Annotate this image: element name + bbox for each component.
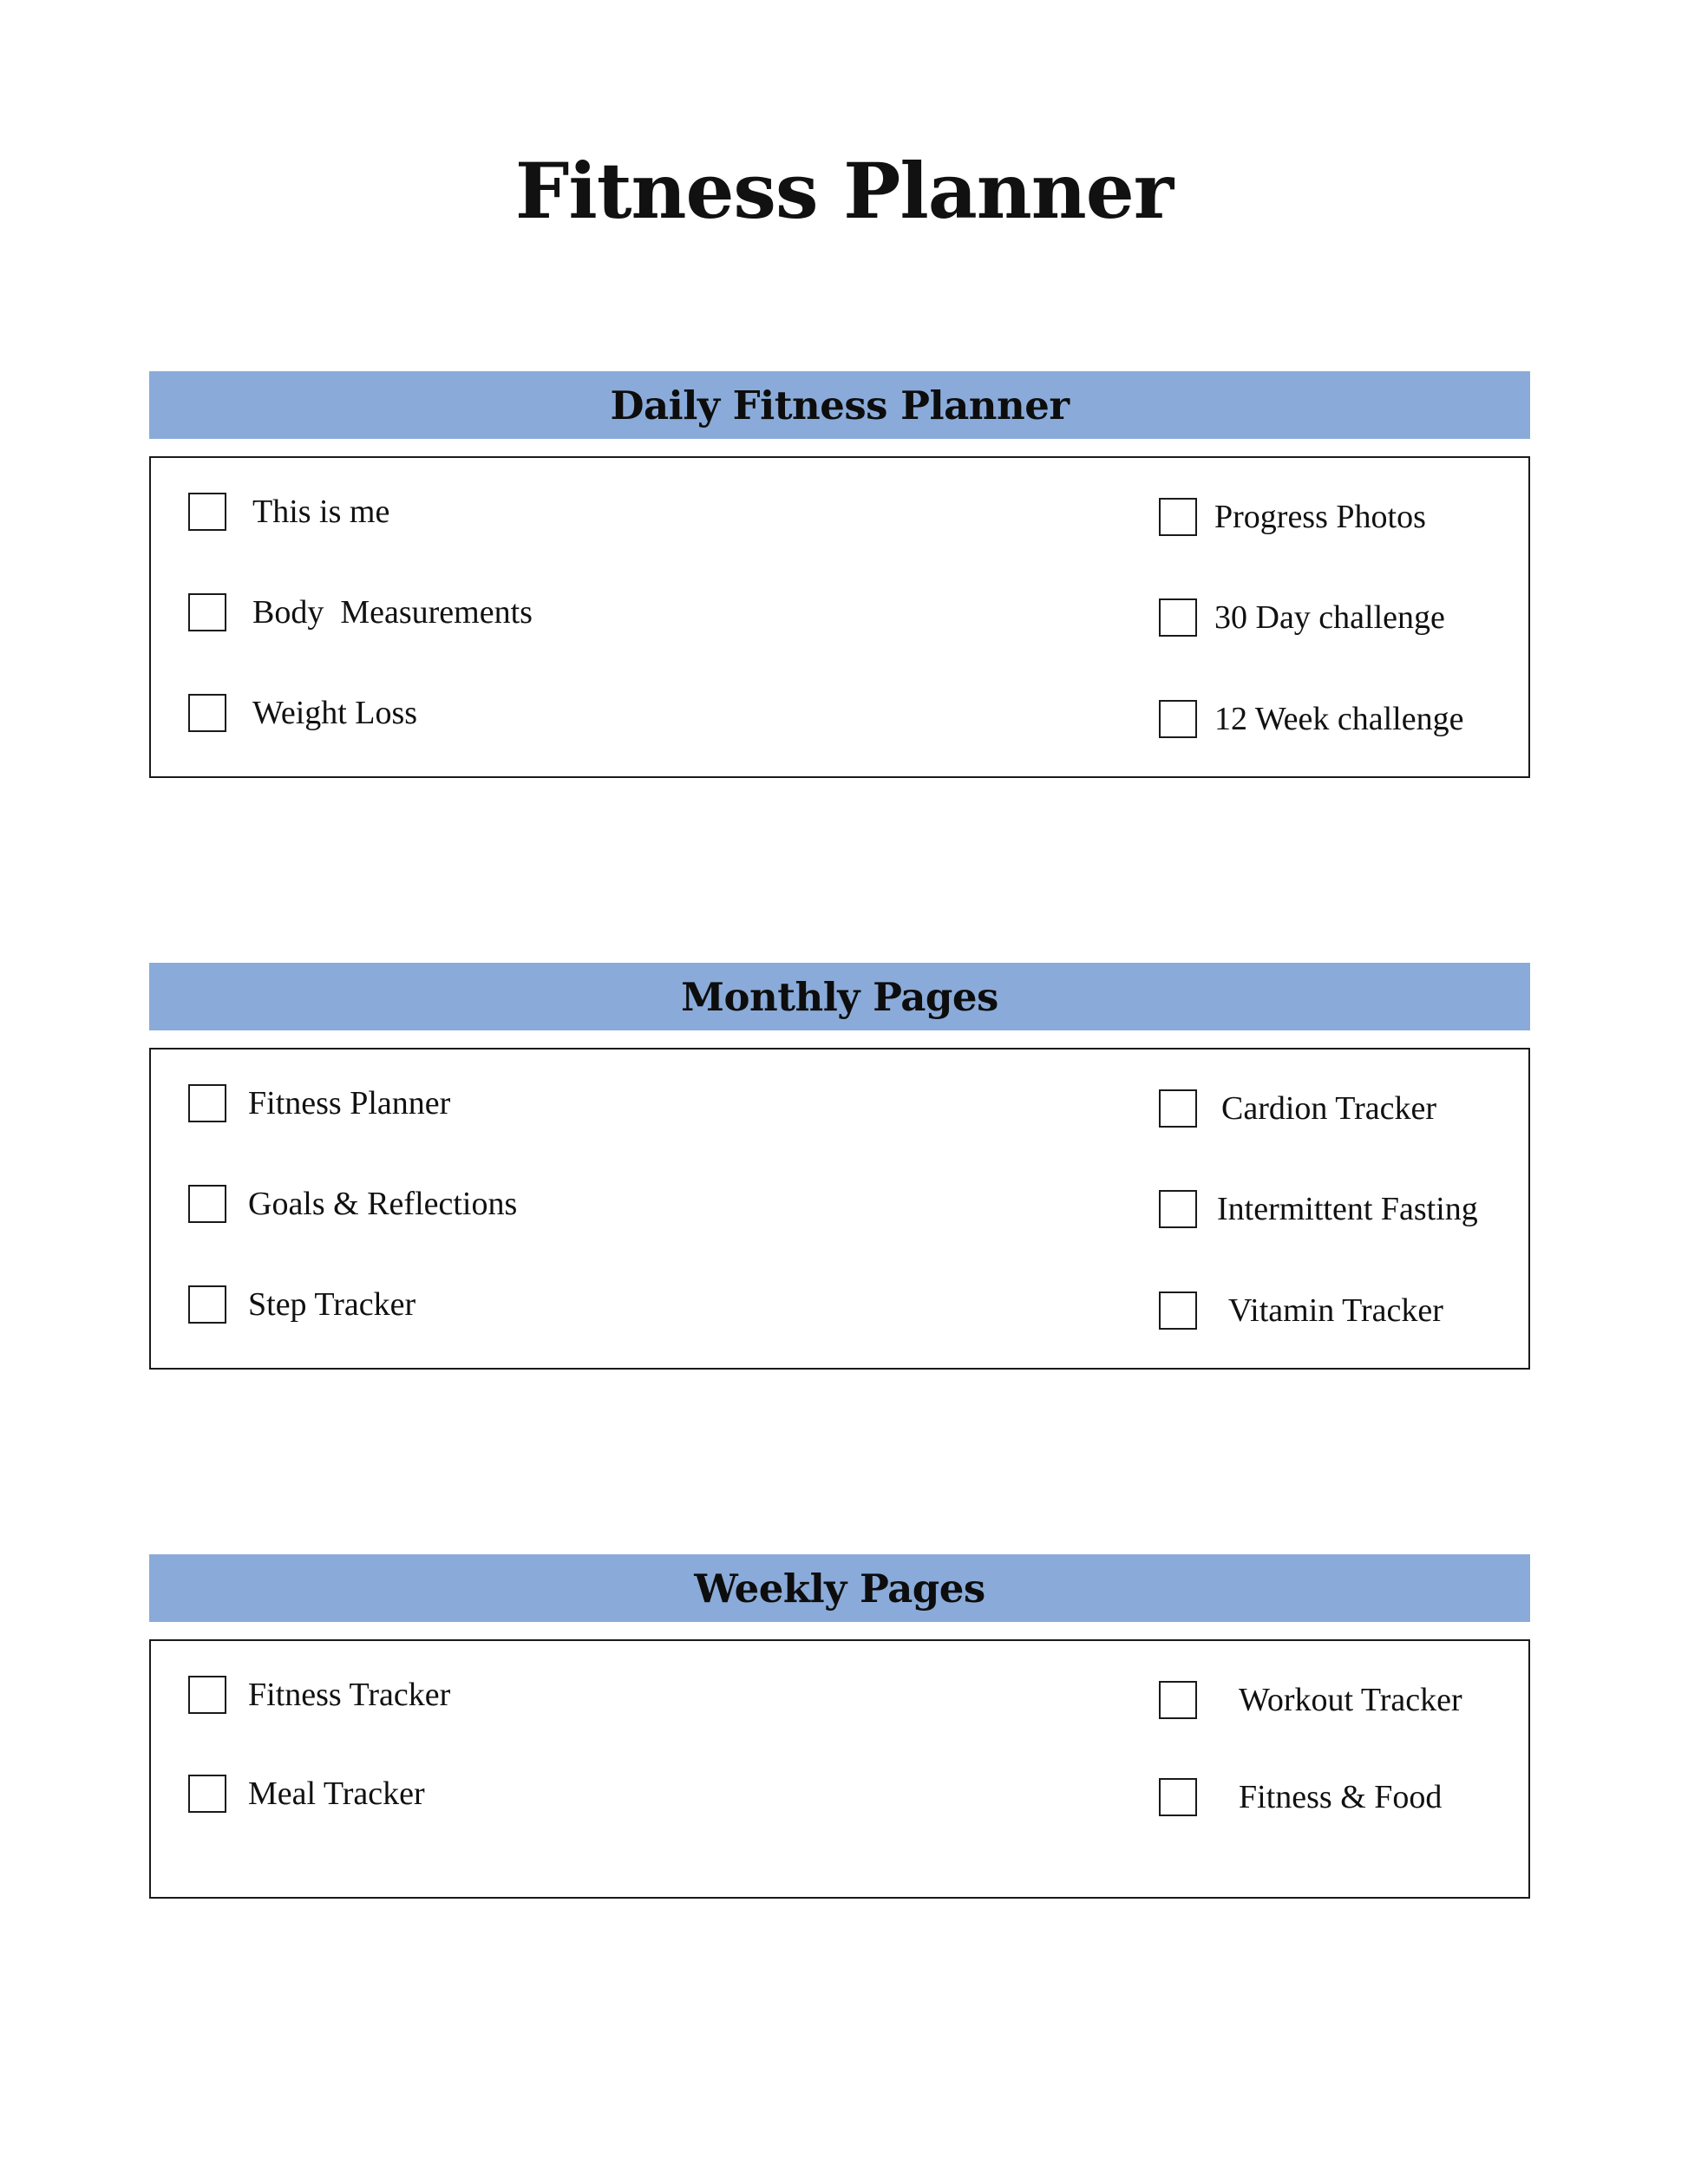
item-label: This is me	[252, 494, 390, 530]
item-label: Fitness & Food	[1239, 1779, 1443, 1815]
checklist-item-30-day-challenge	[1159, 596, 1445, 639]
monthly-pages-section	[149, 963, 1530, 1329]
checklist-item-fitness-tracker	[188, 1673, 450, 1716]
checklist-item-goals-reflections	[188, 1182, 517, 1226]
daily-fitness-planner-section	[149, 371, 1530, 737]
checkbox[interactable]	[188, 1775, 226, 1813]
checklist-item-vitamin-tracker	[1159, 1289, 1443, 1332]
checkbox[interactable]	[188, 1676, 226, 1714]
page-title: Fitness Planner	[514, 146, 1174, 236]
item-label: 12 Week challenge	[1214, 701, 1464, 737]
section-header: Weekly Pages	[149, 1554, 1530, 1622]
checklist-item-12-week-challenge	[1159, 697, 1463, 741]
item-label: Weight Loss	[252, 695, 418, 731]
checkbox[interactable]	[188, 1185, 226, 1223]
checklist-item-fitness-planner	[188, 1082, 450, 1125]
item-label: Vitamin Tracker	[1228, 1292, 1443, 1329]
checklist-item-fitness-food	[1159, 1775, 1442, 1819]
section-header: Monthly Pages	[149, 963, 1530, 1030]
item-label: Cardion Tracker	[1221, 1090, 1437, 1127]
checkbox[interactable]	[1159, 1681, 1197, 1719]
checklist-item-meal-tracker	[188, 1772, 425, 1815]
item-label: Fitness Tracker	[248, 1677, 451, 1713]
checklist-box	[149, 1639, 1530, 1899]
checklist-item-progress-photos	[1159, 495, 1426, 539]
checkbox[interactable]	[188, 1285, 226, 1324]
checkbox[interactable]	[1159, 598, 1197, 637]
item-label: Meal Tracker	[248, 1775, 425, 1812]
checkbox[interactable]	[188, 694, 226, 732]
item-label: Progress Photos	[1214, 499, 1426, 535]
item-label: Goals & Reflections	[248, 1186, 518, 1222]
item-label: Intermittent Fasting	[1217, 1191, 1478, 1227]
checklist-item-step-tracker	[188, 1283, 415, 1326]
section-header: Daily Fitness Planner	[149, 371, 1530, 439]
checkbox[interactable]	[188, 1084, 226, 1122]
checklist-box	[149, 456, 1530, 778]
checklist-item-weight-loss	[188, 691, 417, 735]
checklist-item-cardion-tracker	[1159, 1087, 1436, 1130]
checklist-item-intermittent-fasting	[1159, 1187, 1478, 1231]
checkbox[interactable]	[1159, 1190, 1197, 1228]
item-label: Step Tracker	[248, 1286, 416, 1323]
item-label: Workout Tracker	[1239, 1682, 1462, 1718]
item-label: Fitness Planner	[248, 1085, 451, 1121]
item-label: 30 Day challenge	[1214, 599, 1445, 636]
checkbox[interactable]	[1159, 1089, 1197, 1128]
checkbox[interactable]	[1159, 1291, 1197, 1330]
checklist-item-workout-tracker	[1159, 1678, 1462, 1722]
checkbox[interactable]	[1159, 1778, 1197, 1816]
weekly-pages-section	[149, 1554, 1530, 1815]
checkbox[interactable]	[188, 493, 226, 531]
item-label: Body Measurements	[252, 594, 533, 631]
checkbox[interactable]	[1159, 700, 1197, 738]
checklist-item-this-is-me	[188, 490, 389, 533]
checkbox[interactable]	[188, 593, 226, 631]
checklist-box	[149, 1048, 1530, 1370]
checkbox[interactable]	[1159, 498, 1197, 536]
checklist-item-body-measurements	[188, 591, 533, 634]
